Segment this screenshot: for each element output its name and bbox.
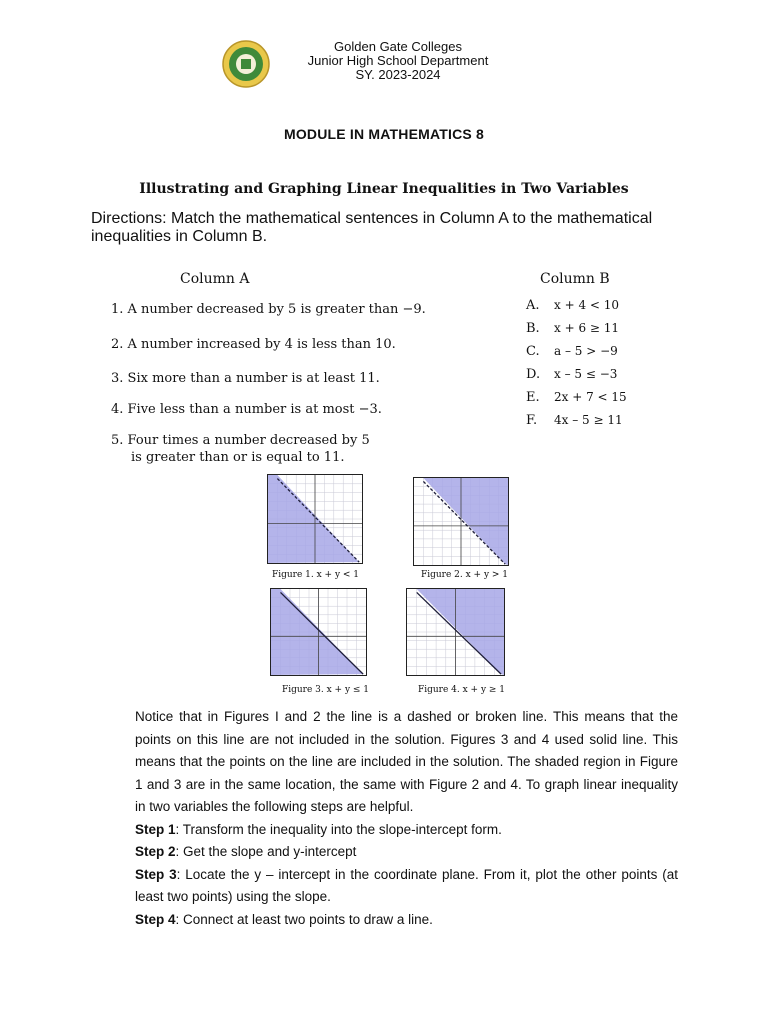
column-a-item: 1. A number decreased by 5 is greater than −9. xyxy=(111,302,426,317)
directions-text: Directions: Match the mathematical sentences in Column A to the mathematical inequalities in Column B. xyxy=(91,210,653,245)
figure-1-graph xyxy=(267,474,363,564)
step-3: Step 3: Locate the y – intercept in the coordinate plane. From it, plot the other points (at least two points) using the slope. xyxy=(135,866,679,904)
notice-section xyxy=(135,706,678,931)
figure-2-graph xyxy=(413,477,509,566)
step-2: Step 2: Get the slope and y-intercept xyxy=(135,844,357,859)
school-name: Golden Gate Colleges xyxy=(334,39,462,54)
figure-4-graph xyxy=(406,588,505,676)
figure-2-caption: Figure 2. x + y > 1 xyxy=(421,570,509,580)
column-b-item: A. x + 4 < 10 xyxy=(526,298,620,313)
department-name: Junior High School Department xyxy=(307,53,489,68)
school-year: SY. 2023-2024 xyxy=(355,67,441,82)
lesson-title: Illustrating and Graphing Linear Inequalities in Two Variables xyxy=(139,181,629,197)
figure-1-caption: Figure 1. x + y < 1 xyxy=(272,570,360,580)
column-b-item: D. x – 5 ≤ −3 xyxy=(526,367,618,382)
module-title: MODULE IN MATHEMATICS 8 xyxy=(283,126,485,142)
column-b-item: E. 2x + 7 < 15 xyxy=(526,390,627,405)
column-b-item: B. x + 6 ≥ 11 xyxy=(526,321,620,336)
school-header xyxy=(0,40,768,82)
figure-3-graph xyxy=(270,588,367,676)
column-a-item: 2. A number increased by 4 is less than 10. xyxy=(111,337,396,352)
column-a-item: 4. Five less than a number is at most −3. xyxy=(111,402,382,417)
step-1: Step 1: Transform the inequality into the slope-intercept form. xyxy=(135,821,502,837)
notice-paragraph: Notice that in Figures I and 2 the line is a dashed or broken line. This means that the points on this line are not included in the solution. Figures 3 and 4 used solid line. This means that the points on the line are included in the solution. The shaded region in Figure 1 and 3 are in the same location, the same with Figure 2 and 4. To graph linear inequality in two variables the following steps are helpful. xyxy=(135,709,678,814)
column-a-item: 3. Six more than a number is at least 11. xyxy=(111,371,380,386)
column-b-item: C. a – 5 > −9 xyxy=(526,344,618,359)
column-b-item: F. 4x – 5 ≥ 11 xyxy=(526,413,623,428)
figure-4-caption: Figure 4. x + y ≥ 1 xyxy=(418,685,506,695)
column-a-item: is greater than or is equal to 11. xyxy=(131,450,345,465)
figure-3-caption: Figure 3. x + y ≤ 1 xyxy=(282,685,370,695)
column-a-item: 5. Four times a number decreased by 5 xyxy=(111,433,370,448)
step-4: Step 4: Connect at least two points to draw a line. xyxy=(135,911,433,927)
column-a-heading: Column A xyxy=(180,271,250,287)
column-b-heading: Column B xyxy=(540,271,610,287)
